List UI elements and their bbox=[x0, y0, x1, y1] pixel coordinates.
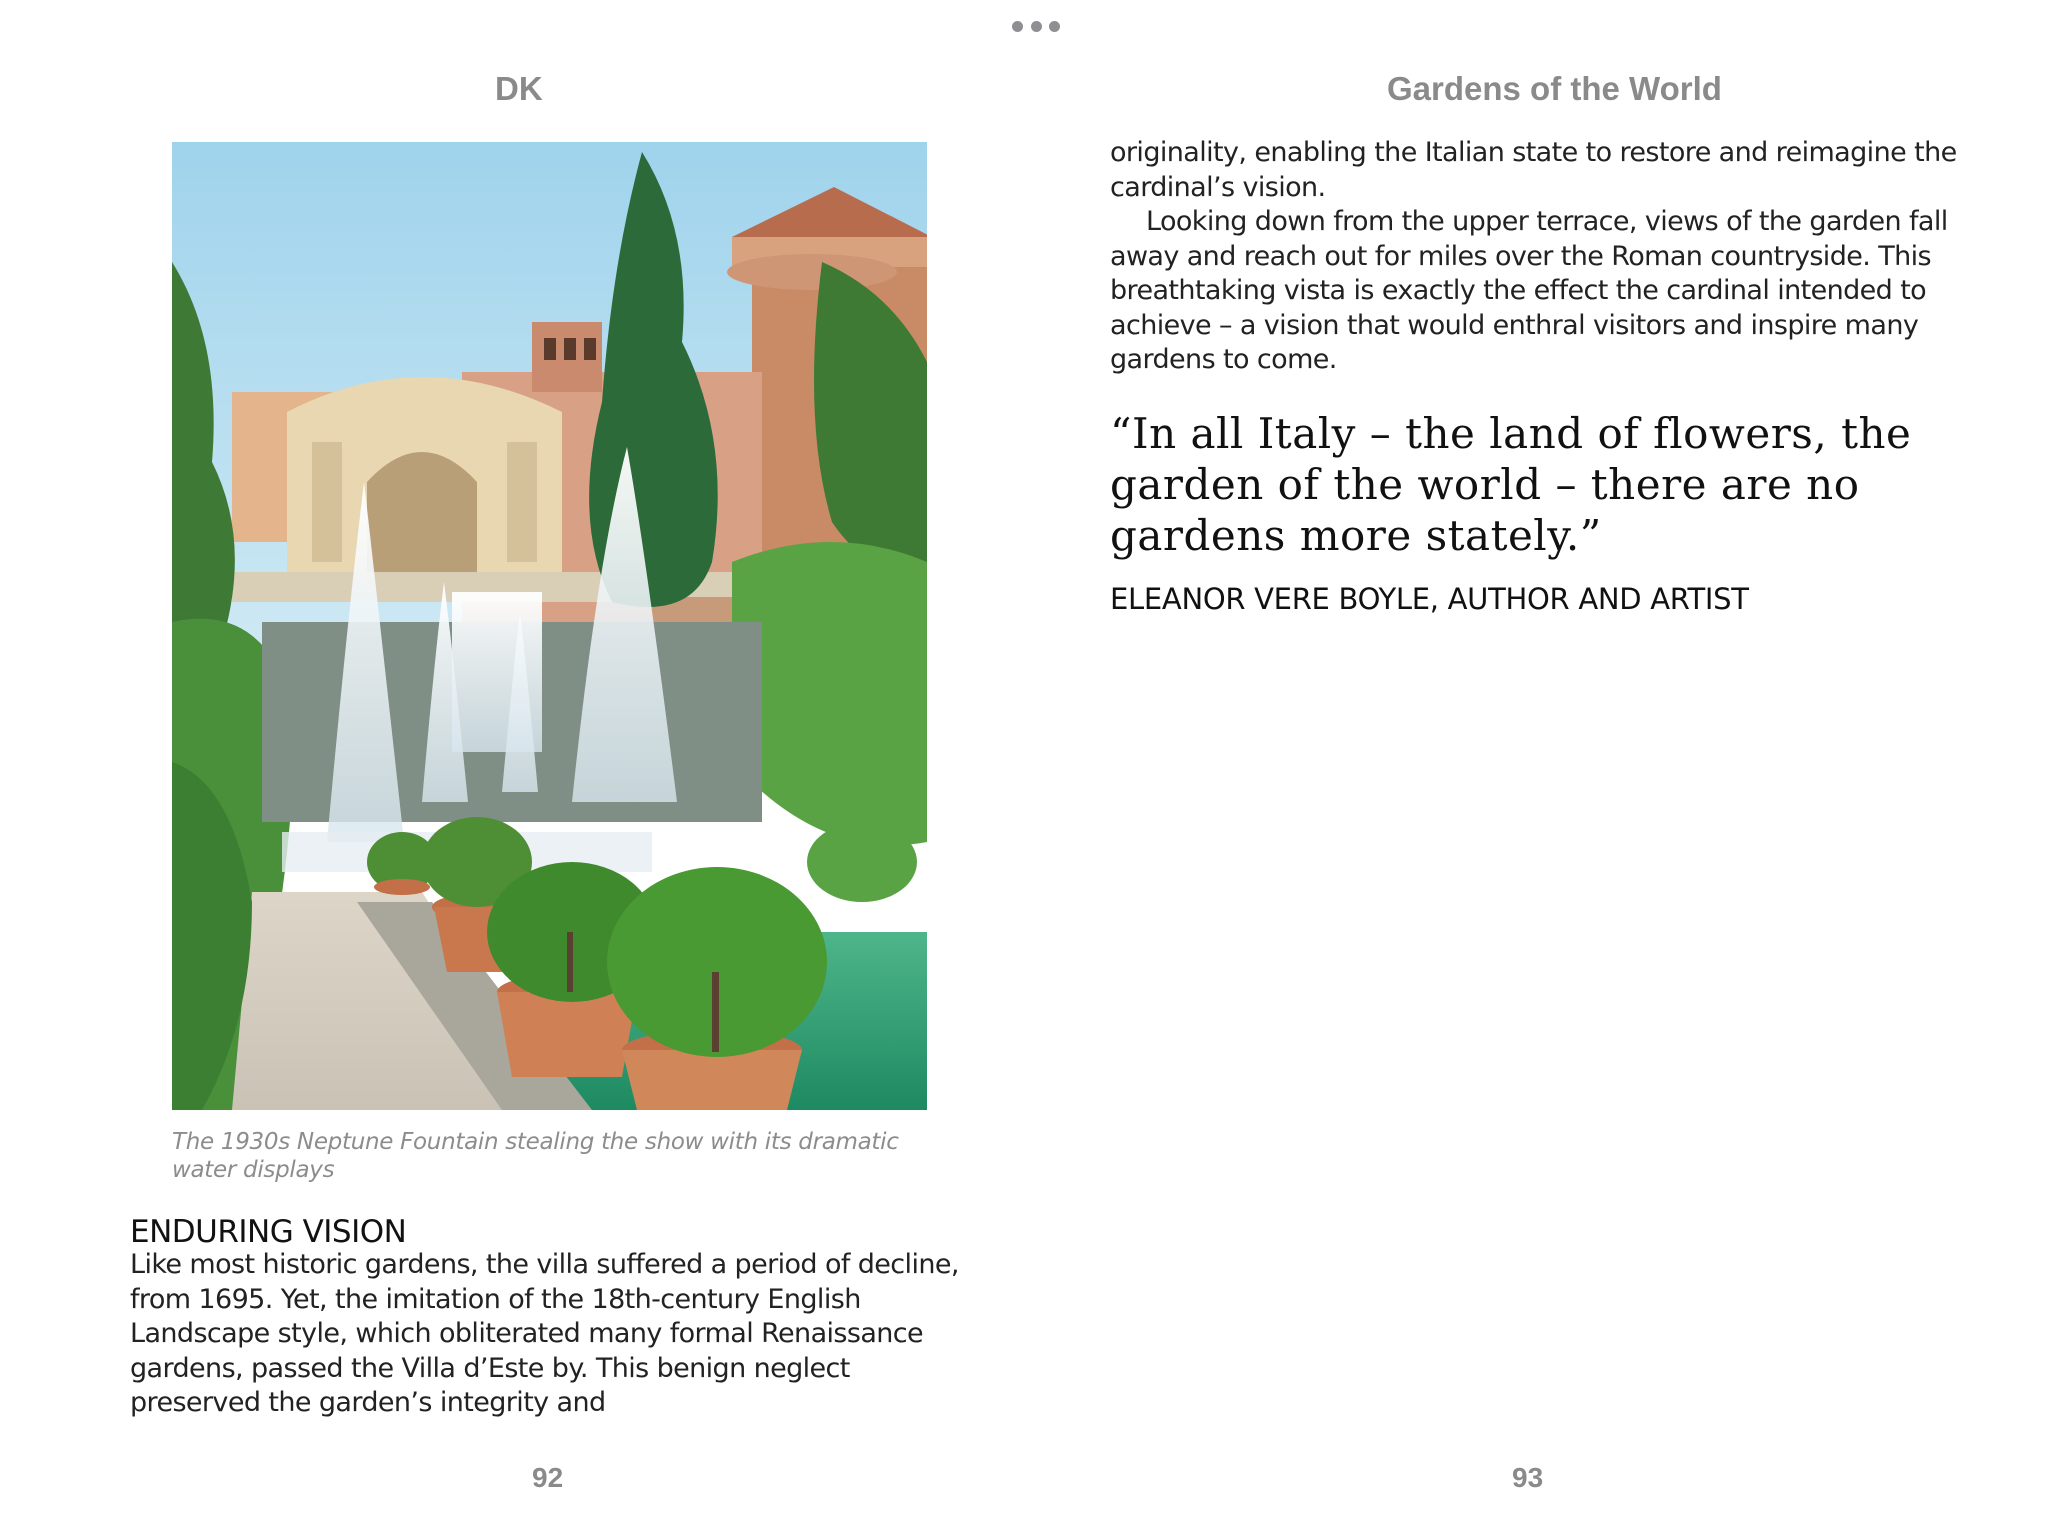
right-body-text bbox=[1110, 136, 1990, 378]
more-dots-icon[interactable] bbox=[1012, 16, 1060, 36]
left-page-header: DK bbox=[495, 70, 543, 107]
quote-attribution: ELEANOR VERE BOYLE, AUTHOR AND ARTIST bbox=[1110, 582, 1749, 616]
pull-quote: “In all Italy – the land of flowers, the garden of the world – there are no gardens more stately.” bbox=[1110, 409, 1912, 560]
page-number-right: 93 bbox=[1512, 1462, 1544, 1493]
left-body-text bbox=[130, 1248, 980, 1421]
fountain-garden-photo bbox=[172, 142, 927, 1110]
left-body-paragraph: Like most historic gardens, the villa suffered a period of decline, from 1695. Yet, the imitation of the 18th-century English Landscape style, which obliterated many formal Renaissance gardens, passed the Villa d’Este by. This benign neglect preserved the garden’s integrity and bbox=[130, 1249, 959, 1418]
section-heading: ENDURING VISION bbox=[130, 1214, 407, 1250]
right-page-header: Gardens of the World bbox=[1387, 70, 1722, 107]
right-body-paragraph-2: Looking down from the upper terrace, views of the garden fall away and reach out for miles over the Roman countryside. This breathtaking vista is exactly the effect the cardinal intended to achieve – a vision that would enthral visitors and inspire many gardens to come. bbox=[1110, 206, 1948, 375]
right-body-paragraph-1: originality, enabling the Italian state to restore and reimagine the cardinal’s vision. bbox=[1110, 137, 1957, 203]
photo-caption: The 1930s Neptune Fountain stealing the show with its dramatic water displays bbox=[172, 1129, 899, 1183]
page-number-left: 92 bbox=[532, 1462, 564, 1493]
